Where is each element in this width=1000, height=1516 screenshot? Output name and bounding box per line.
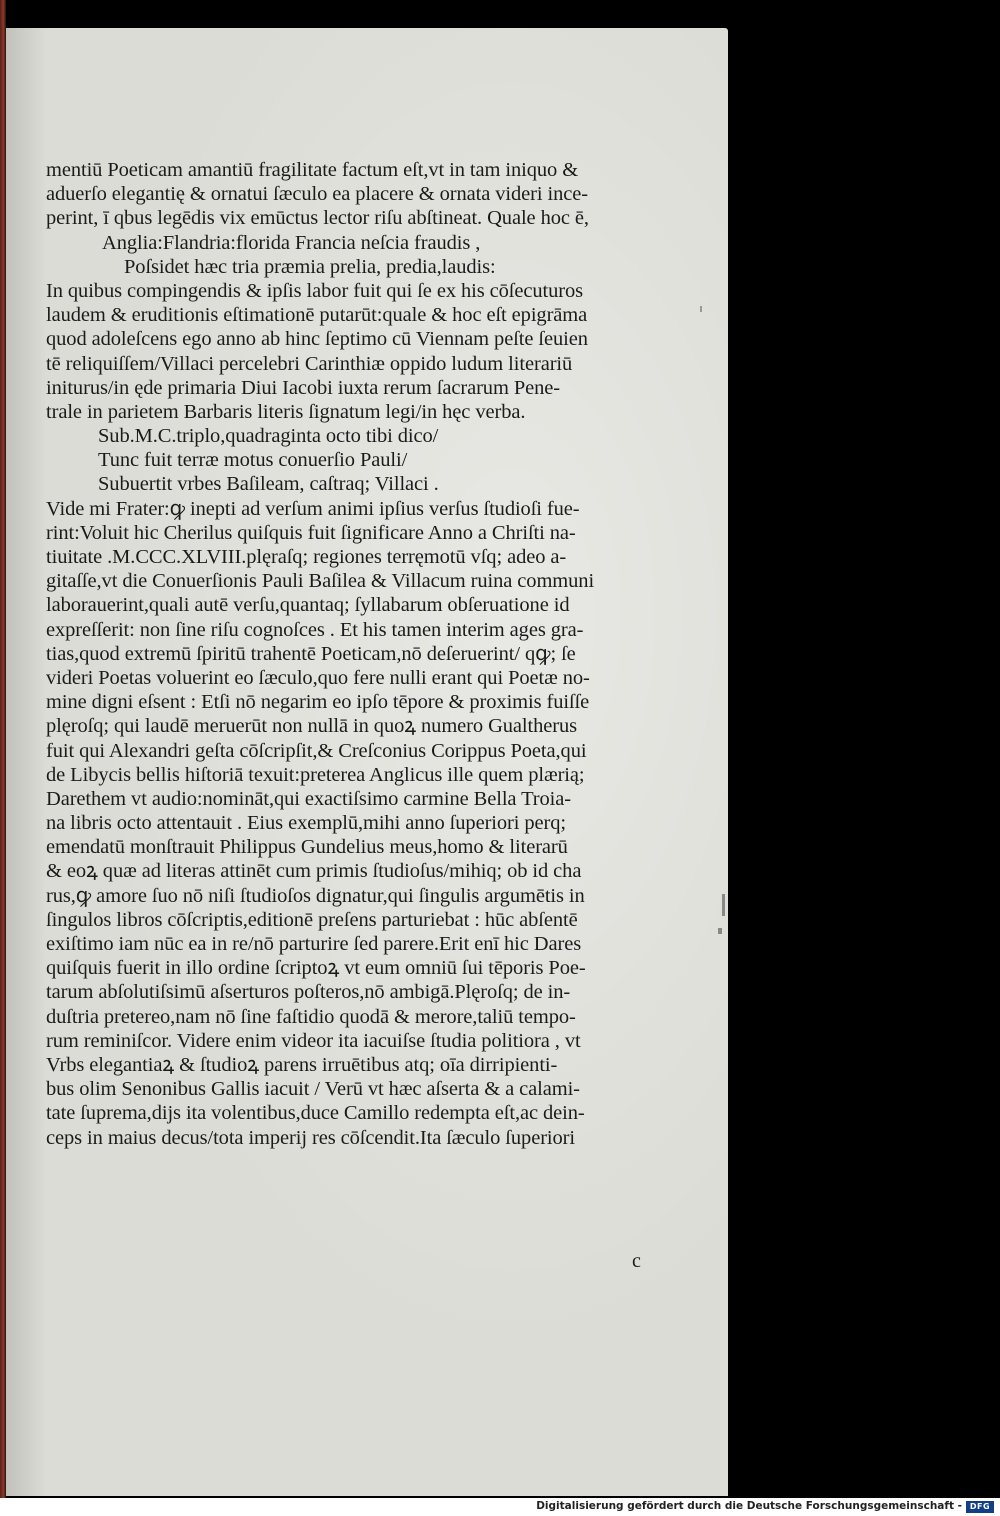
text-line: trale in parietem Barbaris literis ſignatum legi/in hęc verba.	[46, 400, 526, 423]
text-line: exiſtimo iam nūc ea in re/nō parturire ſed parere.Erit enī hic Dares	[46, 933, 582, 955]
text-line: emendatū monſtrauit Philippus Gundelius meus,homo & literarū	[46, 836, 568, 859]
text-line: ceps in maius decus/tota imperij res cōſcendit.Ita ſæculo ſuperiori	[46, 1126, 575, 1149]
text-line: Anglia:Flandria:florida Francia neſcia fraudis ,	[102, 231, 481, 254]
signature-mark: c	[632, 1250, 641, 1272]
text-line: laborauerint,quali autē verſu,quantaq; ſyllabarum obſeruatione id	[46, 594, 570, 617]
text-line: bus olim Senonibus Gallis iacuit / Verū vt hæc aſserta & a calami-	[46, 1078, 580, 1101]
footer-credit: Digitalisierung gefördert durch die Deutsche Forschungsgemeinschaft -	[536, 1500, 962, 1512]
text-line: quiſquis fuerit in illo ordine ſcriptoꝝ vt eum omniū ſui tēporis Poe-	[46, 957, 586, 980]
text-line: rum reminiſcor. Videre enim videor ita iacuiſse ſtudia politiora , vt	[46, 1029, 581, 1052]
text-line: Darethem vt audio:nomināt,qui exactiſsimo carmine Bella Troia-	[46, 787, 571, 810]
text-line: Vrbs elegantiaꝝ & ſtudioꝝ parens irruētibus atq; oīa dirripienti-	[46, 1053, 558, 1076]
margin-ink-mark	[718, 928, 722, 934]
text-line: duſtria pretereo,nam nō ſine faſtidio quodā & merore,taliū tempo-	[46, 1005, 576, 1028]
text-line: quod adoleſcens ego anno ab hinc ſeptimo cū Viennam peſte ſeuien	[46, 328, 588, 351]
text-line: Subuertit vrbes Baſileam, caſtraq; Villaci .	[98, 473, 439, 496]
text-line: mine digni eſsent : Etſi nō negarim eo ipſo tēpore & proximis fuiſſe	[46, 691, 590, 714]
page-text-block	[46, 158, 726, 1150]
text-line: na libris octo attentauit . Eius exemplū,mihi anno ſuperiori perq;	[46, 812, 567, 835]
text-line: initurus/in ęde primaria Diui Iacobi iuxta rerum ſacrarum Pene-	[46, 376, 560, 399]
text-line: & eoꝝ quæ ad literas attinēt cum primis ſtudioſus/mihiq; ob id cha	[46, 860, 582, 883]
text-line: Vide mi Frater:ꝙ inepti ad verſum animi ipſius verſus ſtudioſi fue-	[46, 497, 580, 520]
footer-bar	[0, 1498, 1000, 1516]
text-line: tarum abſolutiſsimū aſserturos poſteros,nō ambigā.Plęroſq; de in-	[46, 981, 571, 1004]
text-line: rus,ꝙ amore ſuo nō niſi ſtudioſos dignatur,qui ſingulis argumētis in	[46, 884, 585, 907]
text-line: Tunc fuit terræ motus conuerſio Pauli/	[98, 449, 408, 472]
text-line: mentiū Poeticam amantiū fragilitate factum eſt,vt in tam iniquo &	[46, 159, 579, 181]
dfg-logo-icon: DFG	[966, 1501, 994, 1513]
margin-ink-mark	[722, 894, 725, 916]
text-line: aduerſo elegantię & ornatui ſæculo ea placere & ornata videri ince-	[46, 183, 588, 206]
text-line: plęroſq; qui laudē meruerūt non nullā in quoꝝ numero Gualtherus	[46, 715, 578, 738]
text-line: tias,quod extremū ſpiritū trahentē Poeticam,nō deſeruerint/ qꝙ; ſe	[46, 642, 576, 665]
text-line: Poſsidet hæc tria præmia prelia, predia,laudis:	[124, 255, 496, 278]
text-line: rint:Voluit hic Cherilus quiſquis fuit ſignificare Anno a Chriſti na-	[46, 521, 576, 544]
margin-ink-mark	[700, 306, 702, 312]
text-line: In quibus compingendis & ipſis labor fuit qui ſe ex his cōſecuturos	[46, 279, 584, 302]
text-line: expreſſerit: non ſine riſu cognoſces . Et his tamen interim ages gra-	[46, 618, 584, 641]
text-line: laudem & eruditionis eſtimationē putarūt:quale & hoc eſt epigrāma	[46, 304, 588, 327]
text-line: tate ſuprema,dijs ita volentibus,duce Camillo redempta eſt,ac dein-	[46, 1102, 585, 1125]
text-line: Sub.M.C.triplo,quadraginta octo tibi dico/	[98, 425, 439, 448]
text-line: fuit qui Alexandri geſta cōſcripſit,& Creſconius Corippus Poeta,qui	[46, 739, 587, 762]
text-line: tiuitate .M.CCC.XLVIII.plęraſq; regiones terręmotū vſq; adeo a-	[46, 546, 567, 568]
text-line: tē reliquiſſem/Villaci percelebri Carinthiæ oppido ludum literariū	[46, 352, 573, 375]
text-line: ſingulos libros cōſcriptis,editionē preſens parturiebat : hūc abſentē	[46, 908, 578, 931]
text-line: gitaſſe,vt die Conuerſionis Pauli Baſilea & Villacum ruina communi	[46, 570, 595, 593]
book-page	[6, 28, 728, 1496]
text-line: de Libycis bellis hiſtoriā texuit:preterea Anglicus ille quem plærią;	[46, 763, 585, 786]
text-line: videri Poetas voluerint eo ſæculo,quo fere nulli erant qui Poetæ no-	[46, 666, 590, 689]
text-line: perint, ī qbus legēdis vix emūctus lector riſu abſtineat. Quale hoc ē,	[46, 207, 589, 230]
